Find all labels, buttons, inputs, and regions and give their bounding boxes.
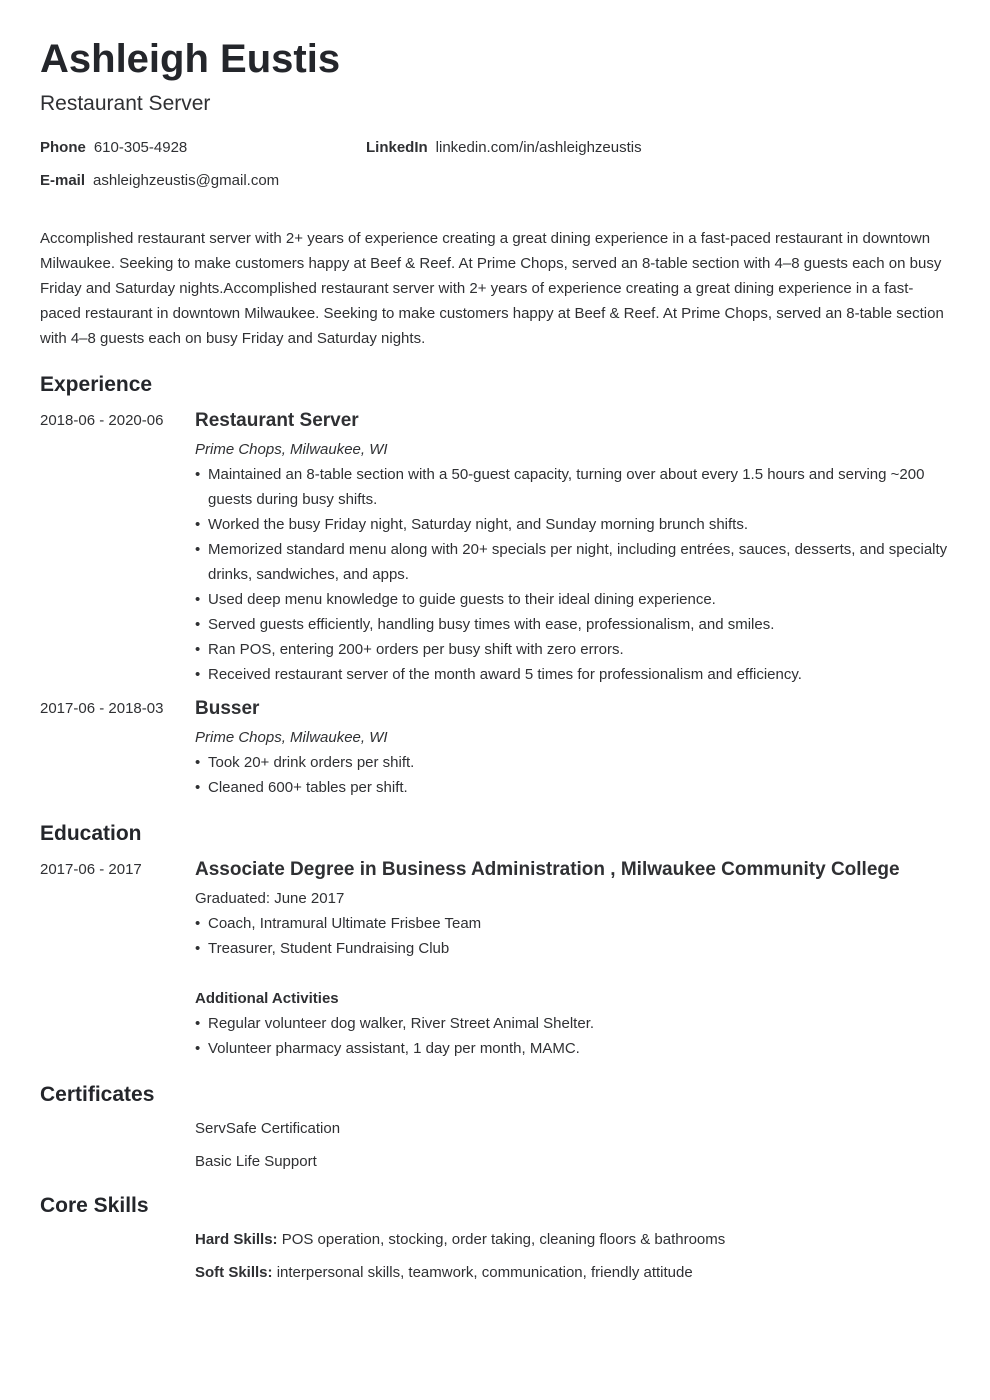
skills-heading: Core Skills <box>40 1194 149 1217</box>
candidate-role: Restaurant Server <box>40 92 211 115</box>
job-bullet: • Worked the busy Friday night, Saturday night, and Sunday morning brunch shifts. <box>195 512 950 537</box>
job-company: Prime Chops, Milwaukee, WI <box>195 729 388 746</box>
job-title: Busser <box>195 698 260 719</box>
job-bullet: • Memorized standard menu along with 20+ specials per night, including entrées, sauces, desserts, and specialty drinks, sandwiches, and apps. <box>195 537 950 587</box>
job-bullet: • Used deep menu knowledge to guide guests to their ideal dining experience. <box>195 587 950 612</box>
skills-list <box>40 1230 950 1283</box>
experience-entry <box>40 409 950 687</box>
certificates-list <box>40 1119 950 1172</box>
education-heading: Education <box>40 822 142 845</box>
activities-heading: Additional Activities <box>195 990 339 1007</box>
phone-contact <box>40 138 187 158</box>
job-bullet: • Took 20+ drink orders per shift. <box>195 750 950 775</box>
linkedin-contact <box>366 138 642 158</box>
education-bullets <box>195 911 950 961</box>
job-bullets <box>195 462 950 687</box>
education-bullet: • Treasurer, Student Fundraising Club <box>195 936 950 961</box>
email-label: E-mail <box>40 172 86 189</box>
degree-title: Associate Degree in Business Administration , Milwaukee Community College <box>195 859 900 880</box>
soft-skills-value: interpersonal skills, teamwork, communication, friendly attitude <box>276 1264 693 1281</box>
job-dates: 2018-06 - 2020-06 <box>40 412 164 429</box>
education-bullet: • Coach, Intramural Ultimate Frisbee Team <box>195 911 950 936</box>
job-bullet: • Served guests efficiently, handling busy times with ease, professionalism, and smiles. <box>195 612 950 637</box>
hard-skills-value: POS operation, stocking, order taking, cleaning floors & bathrooms <box>281 1231 726 1248</box>
activity-bullet: • Regular volunteer dog walker, River Street Animal Shelter. <box>195 1011 950 1036</box>
linkedin-label: LinkedIn <box>366 139 428 156</box>
job-bullet: • Maintained an 8-table section with a 50-guest capacity, turning over about every 1.5 hours and serving ~200 guests during busy shifts. <box>195 462 950 512</box>
soft-skills-label: Soft Skills: <box>195 1264 273 1281</box>
certificate-item: Basic Life Support <box>195 1153 317 1170</box>
phone-label: Phone <box>40 139 86 156</box>
profile-summary: Accomplished restaurant server with 2+ years of experience creating a great dining experience in a fast-paced restaurant in downtown Milwaukee. Seeking to make customers happy at Beef & Reef. At Prime Chops, served an 8-table section with 4–8 guests each on busy Friday and Saturday nights.Accomplished restaurant server with 2+ years of experience creating a great dining experience in a fast-paced restaurant in downtown Milwaukee. Seeking to make customers happy at Beef & Reef. At Prime Chops, served an 8-table section with 4–8 guests each on busy Friday and Saturday nights. <box>40 230 944 347</box>
job-company: Prime Chops, Milwaukee, WI <box>195 441 388 458</box>
activities-bullets <box>195 1011 950 1061</box>
job-bullet: • Ran POS, entering 200+ orders per busy shift with zero errors. <box>195 637 950 662</box>
candidate-name: Ashleigh Eustis <box>40 37 341 81</box>
linkedin-value: linkedin.com/in/ashleighzeustis <box>435 139 642 156</box>
job-bullet: • Received restaurant server of the month award 5 times for professionalism and efficiency. <box>195 662 950 687</box>
job-bullets <box>195 750 950 800</box>
contact-block <box>40 138 950 204</box>
education-entry <box>40 858 950 1061</box>
email-value: ashleighzeustis@gmail.com <box>93 172 280 189</box>
soft-skills <box>195 1263 950 1283</box>
experience-heading: Experience <box>40 373 153 396</box>
activity-bullet: • Volunteer pharmacy assistant, 1 day per month, MAMC. <box>195 1036 950 1061</box>
certificates-heading: Certificates <box>40 1083 155 1106</box>
job-title: Restaurant Server <box>195 410 359 431</box>
experience-entry <box>40 697 950 800</box>
certificate-item: ServSafe Certification <box>195 1120 341 1137</box>
job-bullet: • Cleaned 600+ tables per shift. <box>195 775 950 800</box>
phone-value: 610-305-4928 <box>93 139 188 156</box>
hard-skills <box>195 1230 950 1250</box>
email-contact <box>40 171 279 191</box>
graduation-date: Graduated: June 2017 <box>195 890 345 907</box>
education-dates: 2017-06 - 2017 <box>40 861 142 878</box>
job-dates: 2017-06 - 2018-03 <box>40 700 164 717</box>
hard-skills-label: Hard Skills: <box>195 1231 278 1248</box>
